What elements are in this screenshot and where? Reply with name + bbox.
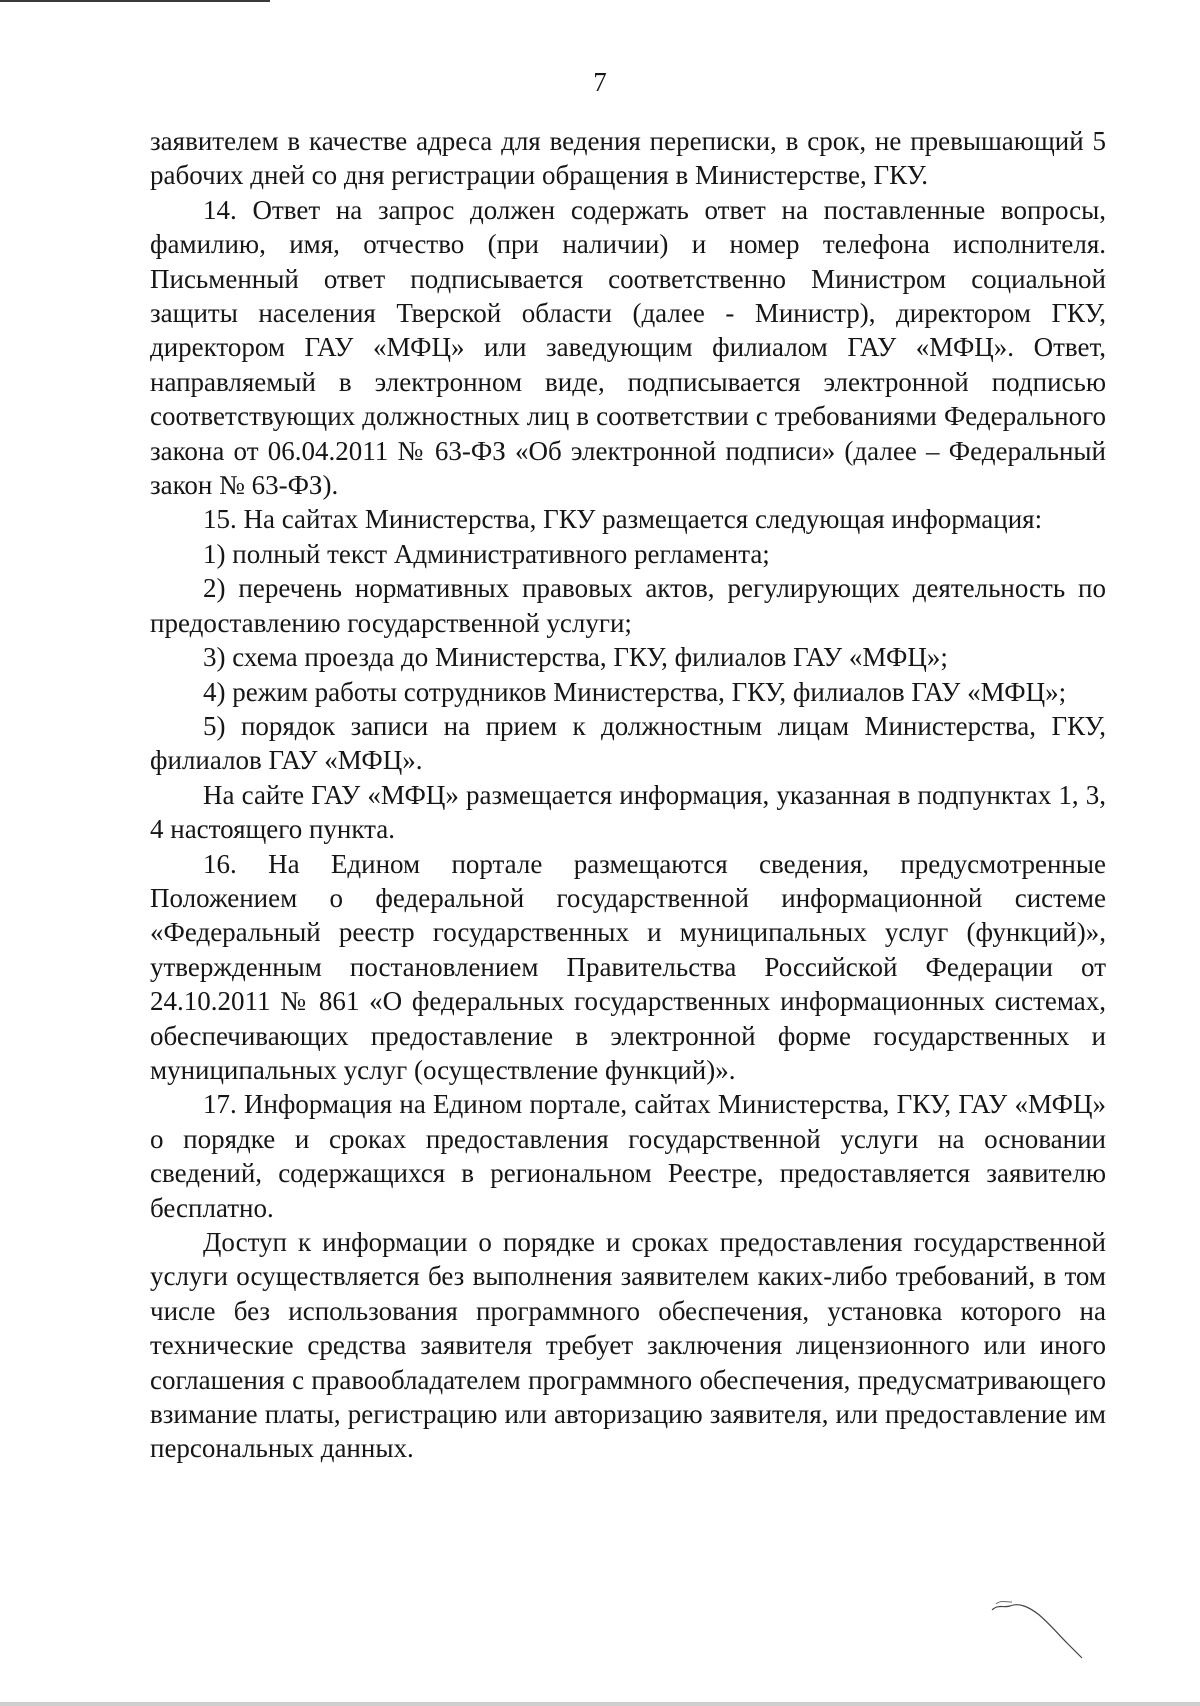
signature-mark <box>990 1590 1086 1660</box>
scan-edge-bottom <box>0 1702 1200 1706</box>
list-item-5: 5) порядок записи на прием к должностным лицам Министерства, ГКУ, филиалов ГАУ «МФЦ». <box>150 710 1106 776</box>
paragraph-15: 15. На сайтах Министерства, ГКУ размещается следующая информация: <box>203 504 1043 535</box>
paragraph-mfc-site: На сайте ГАУ «МФЦ» размещается информация, указанная в подпунктах 1, 3, 4 настоящего пункта. <box>150 779 1106 845</box>
list-item-4: 4) режим работы сотрудников Министерства, ГКУ, филиалов ГАУ «МФЦ»; <box>203 676 1067 707</box>
list-item-3: 3) схема проезда до Министерства, ГКУ, филиалов ГАУ «МФЦ»; <box>203 642 948 673</box>
scan-edge-top <box>0 0 270 2</box>
paragraph-continuation: заявителем в качестве адреса для ведения переписки, в срок, не превышающий 5 рабочих дней со дня регистрации обращения в Министерстве, ГКУ. <box>150 126 1106 191</box>
page-number: 7 <box>593 67 607 97</box>
list-item-1: 1) полный текст Административного регламента; <box>203 538 770 569</box>
document-body <box>150 124 1106 1466</box>
paragraph-16: 16. На Едином портале размещаются сведения, предусмотренные Положением о федеральной государственной информационной системе «Федеральный реестр государственных и муниципальных услуг (функций)», утвержденным постановлением Правительства Российской Федерации от 24.10.2011 № 861 «О федеральных государственных информационных системах, обеспечивающих предоставление в электронной форме государственных и муниципальных услуг (осуществление функций)». <box>150 848 1106 1085</box>
paragraph-access: Доступ к информации о порядке и сроках предоставления государственной услуги осуществляется без выполнения заявителем каких-либо требований, в том числе без использования программного обеспечения, установка которого на технические средства заявителя требует заключения лицензионного или иного соглашения с правообладателем программного обеспечения, предусматривающего взимание платы, регистрацию или авторизацию заявителя, или предоставление им персональных данных. <box>150 1227 1106 1464</box>
paragraph-17: 17. Информация на Едином портале, сайтах Министерства, ГКУ, ГАУ «МФЦ» о порядке и сроках предоставления государственной услуги на основании сведений, содержащихся в региональном Реестре, предоставляется заявителю бесплатно. <box>150 1089 1106 1223</box>
paragraph-14: 14. Ответ на запрос должен содержать ответ на поставленные вопросы, фамилию, имя, отчество (при наличии) и номер телефона исполнителя. Письменный ответ подписывается соответственно Министром социальной защиты населения Тверской области (далее - Министр), директором ГКУ, директором ГАУ «МФЦ» или заведующим филиалом ГАУ «МФЦ». Ответ, направляемый в электронном виде, подписывается электронной подписью соответствующих должностных лиц в соответствии с требованиями Федерального закона от 06.04.2011 № 63-ФЗ «Об электронной подписи» (далее – Федеральный закон № 63-ФЗ). <box>150 194 1106 501</box>
list-item-2: 2) перечень нормативных правовых актов, регулирующих деятельность по предоставлению государственной услуги; <box>150 573 1106 638</box>
